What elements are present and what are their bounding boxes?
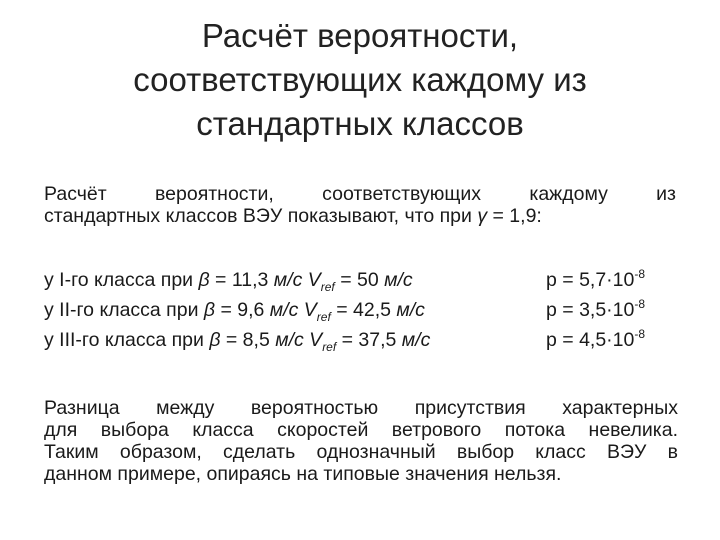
beta-symbol: β: [203, 299, 216, 321]
v-subscript: ref: [316, 310, 331, 324]
conclusion-line: для выбора класса скоростей ветрового потока невелика.: [44, 419, 678, 441]
class-params: [44, 325, 430, 355]
v-unit: м/с: [396, 299, 425, 321]
intro-paragraph: [44, 183, 676, 227]
class-params: [44, 265, 413, 295]
probability-exponent: -8: [634, 267, 646, 281]
v-value: = 37,5: [336, 329, 402, 351]
class-label: у II-го класса при: [44, 299, 204, 321]
v-symbol: V: [307, 269, 321, 291]
title-line: соответствующих каждому из: [133, 61, 587, 98]
gamma-value: = 1,9:: [487, 205, 542, 227]
conclusion-line: данном примере, опираясь на типовые значения нельзя.: [44, 463, 562, 485]
beta-value: = 9,6: [215, 299, 270, 321]
conclusion-line: Разница между вероятностью присутствия характерных: [44, 397, 678, 419]
slide-title: [60, 14, 660, 146]
v-unit: м/с: [384, 269, 413, 291]
beta-value: = 11,3: [209, 269, 274, 291]
probability: [546, 295, 645, 325]
v-unit: м/с: [401, 329, 431, 351]
title-line: стандартных классов: [196, 105, 524, 142]
gamma-symbol: γ: [477, 205, 488, 227]
probability: [546, 265, 645, 295]
class-row-3: [44, 325, 684, 355]
v-symbol: V: [309, 329, 323, 351]
probability-value: p = 3,5·10: [546, 299, 635, 321]
v-symbol: V: [303, 299, 317, 321]
intro-line: Расчёт вероятности, соответствующих каждому из: [44, 183, 676, 205]
v-value: = 50: [334, 269, 385, 291]
probability-exponent: -8: [634, 297, 646, 311]
class-label: у I-го класса при: [44, 269, 199, 291]
beta-unit: м/с: [269, 299, 299, 321]
probability-value: p = 5,7·10: [546, 269, 635, 291]
conclusion-line: Таким образом, сделать однозначный выбор класс ВЭУ в: [44, 441, 678, 463]
class-list: [44, 265, 684, 355]
class-label: у III-го класса при: [44, 329, 210, 351]
beta-symbol: β: [198, 269, 210, 291]
probability: [546, 325, 645, 355]
beta-unit: м/с: [275, 329, 304, 351]
beta-unit: м/с: [273, 269, 303, 291]
class-row-1: [44, 265, 684, 295]
class-params: [44, 295, 425, 325]
intro-line: [44, 205, 676, 227]
title-line: Расчёт вероятности,: [201, 17, 519, 54]
conclusion-paragraph: [44, 397, 678, 485]
beta-value: = 8,5: [220, 329, 276, 351]
probability-exponent: -8: [634, 327, 646, 341]
intro-text: стандартных классов ВЭУ показывают, что при: [44, 205, 478, 227]
v-value: = 42,5: [330, 299, 397, 321]
v-subscript: ref: [322, 340, 337, 354]
beta-symbol: β: [209, 329, 221, 351]
class-row-2: [44, 295, 684, 325]
v-subscript: ref: [320, 280, 335, 294]
probability-value: p = 4,5·10: [546, 329, 635, 351]
